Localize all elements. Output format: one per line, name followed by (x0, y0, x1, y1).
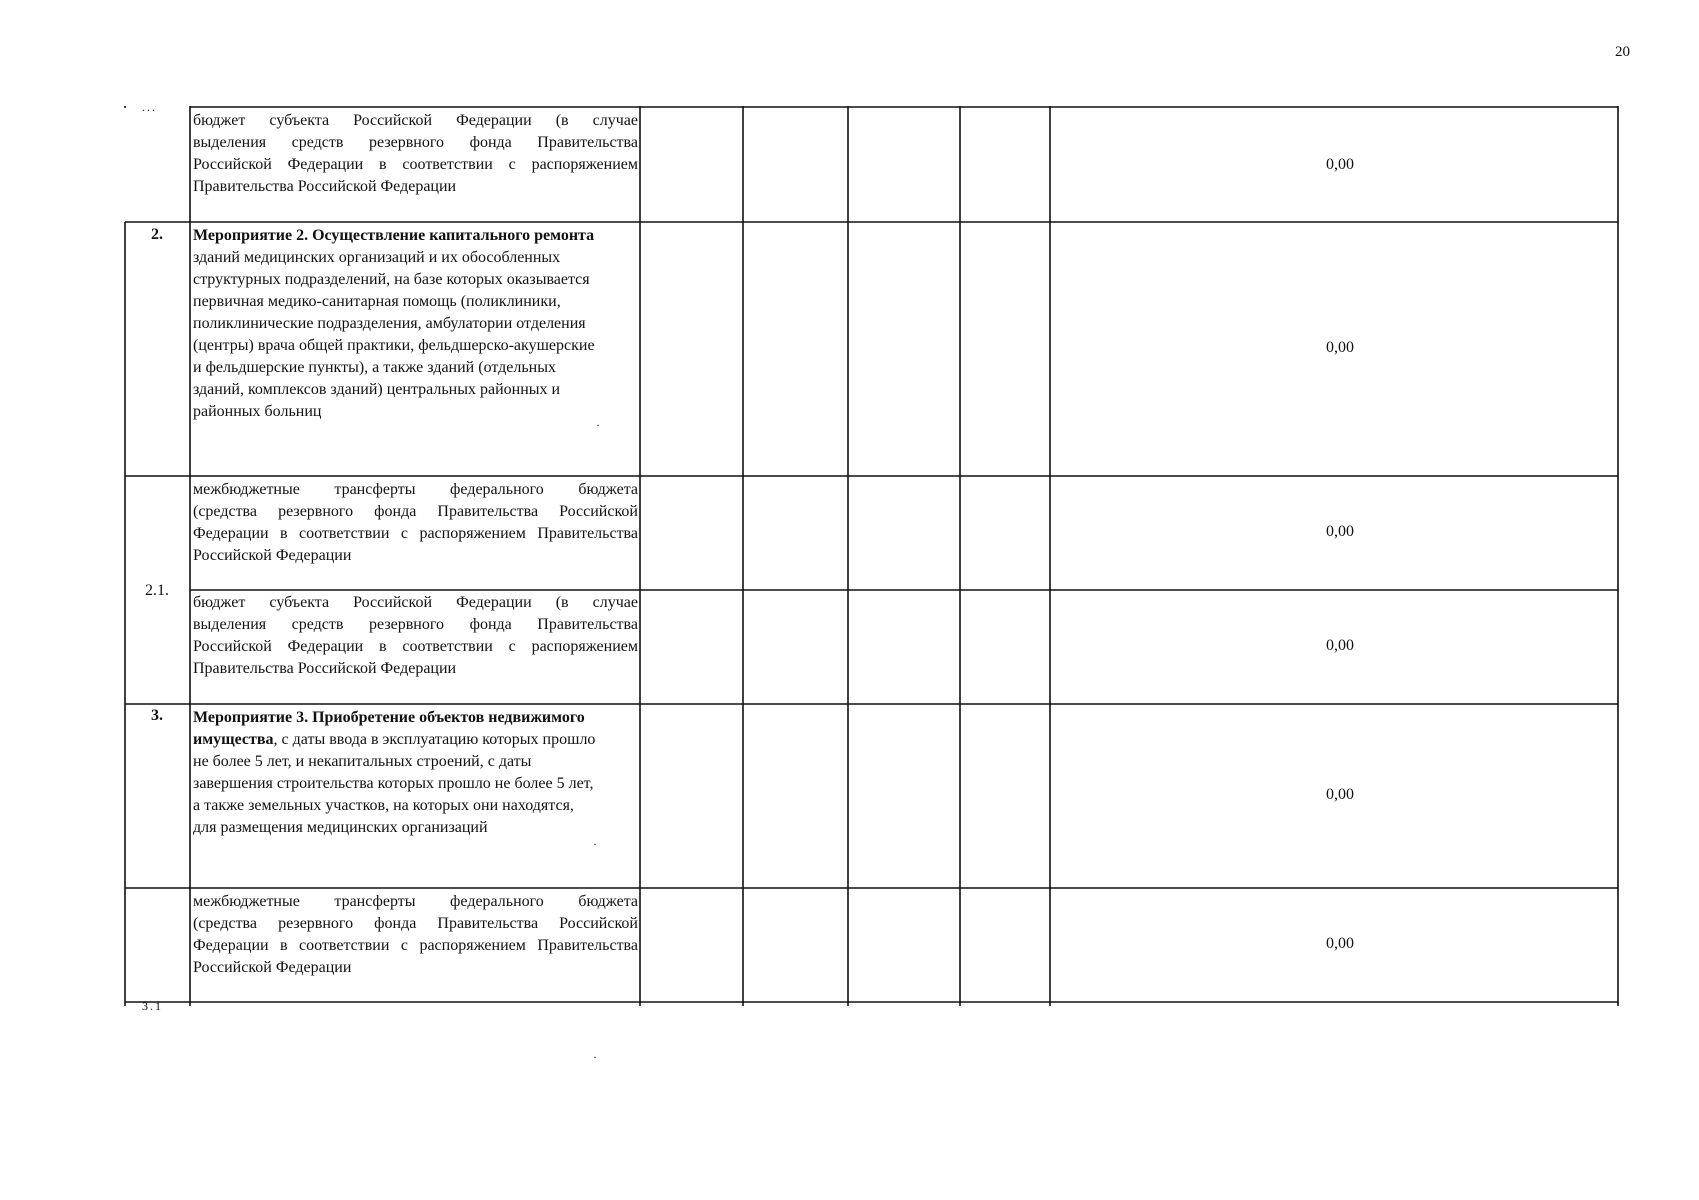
row-value: 0,00 (1326, 935, 1354, 952)
row-text-line: (центры) врача общей практики, фельдшерско-акушерские (193, 337, 595, 354)
row-text-line: структурных подразделений, на базе которых оказывается (193, 271, 590, 288)
scan-speck: · (596, 418, 600, 432)
row-number: 2. (151, 226, 163, 243)
clipped-row-number-top: ... (142, 100, 157, 114)
row-value: 0,00 (1326, 523, 1354, 540)
row-value: 0,00 (1326, 339, 1354, 356)
row-text-line: Российской Федерации в соответствии с распоряжением (193, 156, 638, 173)
row-text-line: Правительства Российской Федерации (193, 660, 457, 677)
row-text-line: Российской Федерации (193, 547, 352, 564)
row-text-line: межбюджетные трансферты федерального бюджета (193, 481, 638, 498)
row-text-line: Правительства Российской Федерации (193, 178, 457, 195)
row-heading: Мероприятие 2. Осуществление капитального ремонта (193, 227, 595, 244)
row-text-line: зданий медицинских организаций и их обособленных (193, 249, 561, 266)
row-text-line: и фельдшерские пункты), а также зданий (отдельных (193, 359, 556, 376)
row-text-line: Российской Федерации в соответствии с распоряжением (193, 638, 638, 655)
row-text-line: выделения средств резервного фонда Правительства (193, 616, 638, 633)
table-row (193, 479, 638, 567)
row-value: 0,00 (1326, 786, 1354, 803)
row-text-line: (средства резервного фонда Правительства Российской (193, 503, 638, 520)
row-text-line: межбюджетные трансферты федерального бюджета (193, 893, 638, 910)
row-text-line: , с даты ввода в эксплуатацию которых прошло (273, 731, 596, 748)
row-heading: Мероприятие 3. Приобретение объектов недвижимого (193, 709, 585, 726)
table-row (193, 592, 638, 680)
row-text-line: (средства резервного фонда Правительства Российской (193, 915, 638, 932)
table-row (193, 707, 638, 839)
row-text-line: для размещения медицинских организаций (193, 819, 488, 836)
row-text-line: а также земельных участков, на которых они находятся, (193, 797, 574, 814)
row-text-line: поликлинические подразделения, амбулатории отделения (193, 315, 586, 332)
row-text-line: завершения строительства которых прошло не более 5 лет, (193, 775, 594, 792)
scan-speck: · (593, 837, 597, 851)
row-value: 0,00 (1326, 637, 1354, 654)
table-row (193, 225, 638, 423)
row-text-line: Федерации в соответствии с распоряжением Правительства (193, 937, 638, 954)
row-text-line: зданий, комплексов зданий) центральных районных и (193, 381, 561, 398)
row-heading-cont: имущества (193, 731, 274, 748)
row-text-line: бюджет субъекта Российской Федерации (в случае (193, 594, 638, 611)
row-text-line: первичная медико-санитарная помощь (поликлиники, (193, 293, 561, 310)
row-text-line: Федерации в соответствии с распоряжением Правительства (193, 525, 638, 542)
clipped-row-number-bottom: 3.1 (142, 999, 163, 1013)
row-number: 3. (151, 707, 163, 724)
scan-speck: · (593, 1050, 597, 1064)
row-text-line: бюджет субъекта Российской Федерации (в случае (193, 112, 638, 129)
row-number: 2.1. (145, 582, 169, 599)
row-value: 0,00 (1326, 156, 1354, 173)
page-number: 20 (1615, 44, 1630, 60)
row-text-line: выделения средств резервного фонда Правительства (193, 134, 638, 151)
table-row (193, 110, 638, 198)
row-text-line: Российской Федерации (193, 959, 352, 976)
row-text-line: районных больниц (193, 403, 322, 420)
table-row (193, 891, 638, 979)
row-text-line: не более 5 лет, и некапитальных строений, с даты (193, 753, 532, 770)
